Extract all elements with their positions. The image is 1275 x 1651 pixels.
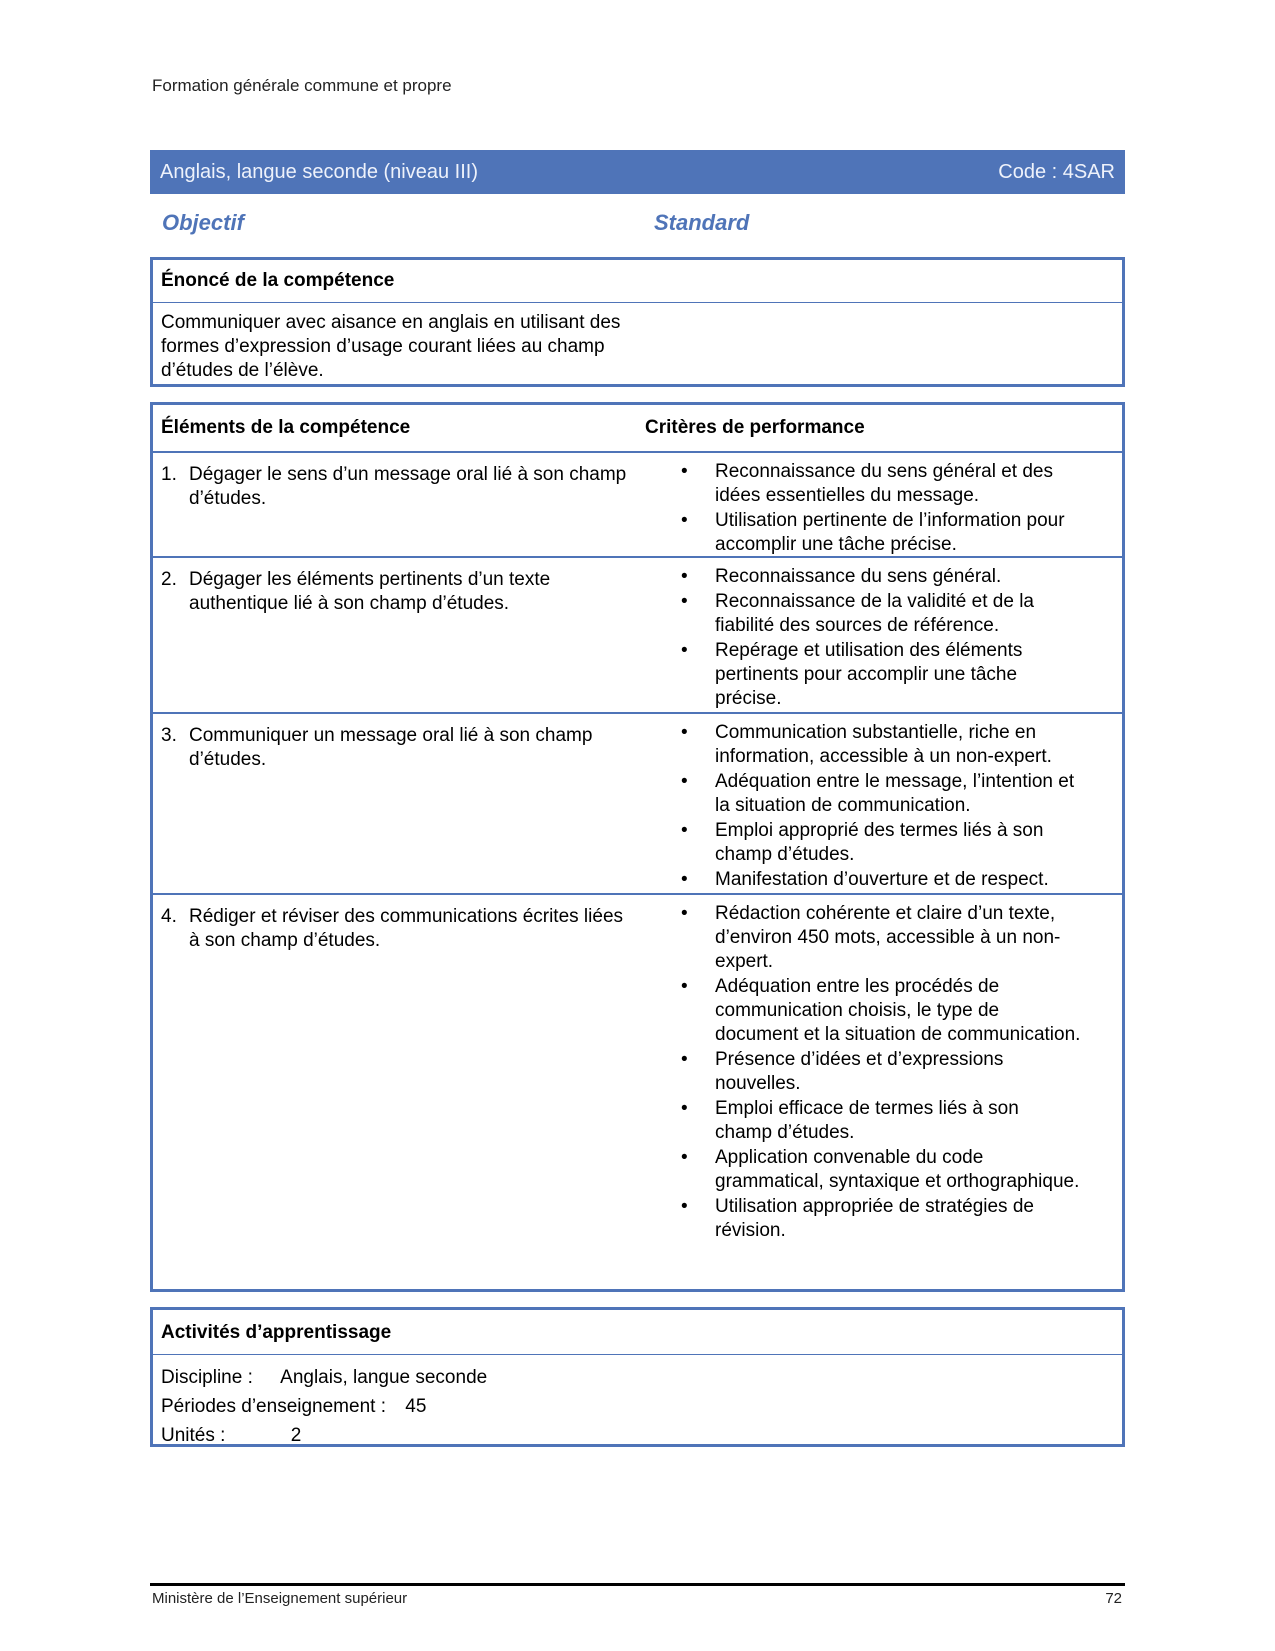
learning-activities-heading: Activités d’apprentissage — [153, 1310, 1122, 1355]
footer-ministry: Ministère de l’Enseignement supérieur — [152, 1590, 408, 1607]
units-value: 2 — [290, 1425, 302, 1446]
discipline-label: Discipline : — [161, 1367, 253, 1388]
course-title: Anglais, langue seconde (niveau III) — [160, 160, 478, 183]
competence-element — [161, 724, 631, 772]
objective-label: Objectif — [162, 210, 244, 235]
criteria-list — [681, 721, 1081, 893]
standard-label: Standard — [654, 210, 750, 235]
criteria-header: Critères de performance — [645, 417, 865, 438]
element-text: Dégager les éléments pertinents d’un texte authentique lié à son champ d’études. — [189, 569, 551, 614]
page-header: Formation générale commune et propre — [152, 76, 452, 95]
criteria-list — [681, 460, 1081, 558]
bullet-icon: • — [681, 722, 688, 743]
criteria-item: • Rédaction cohérente et claire d’un texte, d’environ 450 mots, accessible à un non-expert. — [681, 903, 1061, 972]
criteria-list — [681, 902, 1081, 1244]
bullet-icon: • — [681, 461, 688, 482]
bullet-icon: • — [681, 903, 688, 924]
competence-statement-heading: Énoncé de la compétence — [153, 260, 1122, 303]
bullet-icon: • — [681, 591, 688, 612]
table-row — [153, 714, 1122, 895]
page-number: 72 — [1105, 1590, 1122, 1607]
page-footer — [152, 1590, 1122, 1607]
discipline-row — [161, 1363, 1114, 1392]
bullet-icon: • — [681, 1147, 688, 1168]
bullet-icon: • — [681, 771, 688, 792]
criteria-item: • Utilisation pertinente de l’information pour accomplir une tâche précise. — [681, 510, 1065, 555]
periods-value: 45 — [405, 1396, 427, 1417]
bullet-icon: • — [681, 869, 688, 890]
element-number: 4. — [161, 906, 177, 927]
table-header — [153, 405, 1122, 453]
criteria-item: • Reconnaissance du sens général. — [681, 566, 1002, 587]
competence-element — [161, 568, 631, 616]
element-text: Rédiger et réviser des communications écrites liées à son champ d’études. — [189, 906, 624, 951]
bullet-icon: • — [681, 1196, 688, 1217]
criteria-item: • Communication substantielle, riche en information, accessible à un non-expert. — [681, 722, 1052, 767]
table-row — [153, 453, 1122, 558]
competence-statement-box — [150, 257, 1125, 387]
table-row — [153, 558, 1122, 714]
element-number: 1. — [161, 464, 177, 485]
bullet-icon: • — [681, 976, 688, 997]
elements-header: Éléments de la compétence — [161, 417, 411, 438]
periods-row — [161, 1392, 1114, 1421]
element-text: Dégager le sens d’un message oral lié à son champ d’études. — [189, 464, 627, 509]
criteria-item: • Présence d’idées et d’expressions nouvelles. — [681, 1049, 1004, 1094]
criteria-item: • Utilisation appropriée de stratégies de révision. — [681, 1196, 1034, 1241]
criteria-item: • Application convenable du code grammatical, syntaxique et orthographique. — [681, 1147, 1080, 1192]
footer-divider — [150, 1583, 1125, 1586]
objective-row — [162, 210, 1122, 240]
periods-label: Périodes d’enseignement : — [161, 1396, 386, 1417]
competence-element — [161, 905, 631, 953]
discipline-value: Anglais, langue seconde — [280, 1367, 488, 1388]
course-title-bar — [150, 150, 1125, 194]
table-row — [153, 895, 1122, 1292]
learning-activities-details — [153, 1355, 1122, 1458]
bullet-icon: • — [681, 640, 688, 661]
bullet-icon: • — [681, 1049, 688, 1070]
criteria-item: • Adéquation entre les procédés de communication choisis, le type de document et la situation de communication. — [681, 976, 1081, 1045]
course-code: Code : 4SAR — [998, 160, 1115, 183]
element-number: 2. — [161, 569, 177, 590]
element-number: 3. — [161, 725, 177, 746]
criteria-item: • Adéquation entre le message, l’intention et la situation de communication. — [681, 771, 1075, 816]
competence-element — [161, 463, 631, 511]
criteria-list — [681, 565, 1081, 712]
bullet-icon: • — [681, 1098, 688, 1119]
bullet-icon: • — [681, 820, 688, 841]
learning-activities-box — [150, 1307, 1125, 1447]
criteria-item: • Repérage et utilisation des éléments pertinents pour accomplir une tâche précise. — [681, 640, 1023, 709]
criteria-item: • Reconnaissance de la validité et de la fiabilité des sources de référence. — [681, 591, 1034, 636]
units-row — [161, 1421, 1114, 1450]
competence-statement-text: Communiquer avec aisance en anglais en utilisant des formes d’expression d’usage courant liées au champ d’études de l’élève. — [161, 312, 621, 381]
criteria-item: • Emploi approprié des termes liés à son champ d’études. — [681, 820, 1044, 865]
criteria-item: • Reconnaissance du sens général et des idées essentielles du message. — [681, 461, 1054, 506]
units-label: Unités : — [161, 1425, 226, 1446]
criteria-item: • Manifestation d’ouverture et de respect. — [681, 869, 1049, 890]
bullet-icon: • — [681, 566, 688, 587]
criteria-item: • Emploi efficace de termes liés à son champ d’études. — [681, 1098, 1019, 1143]
bullet-icon: • — [681, 510, 688, 531]
element-text: Communiquer un message oral lié à son champ d’études. — [189, 725, 593, 770]
competence-table — [150, 402, 1125, 1292]
